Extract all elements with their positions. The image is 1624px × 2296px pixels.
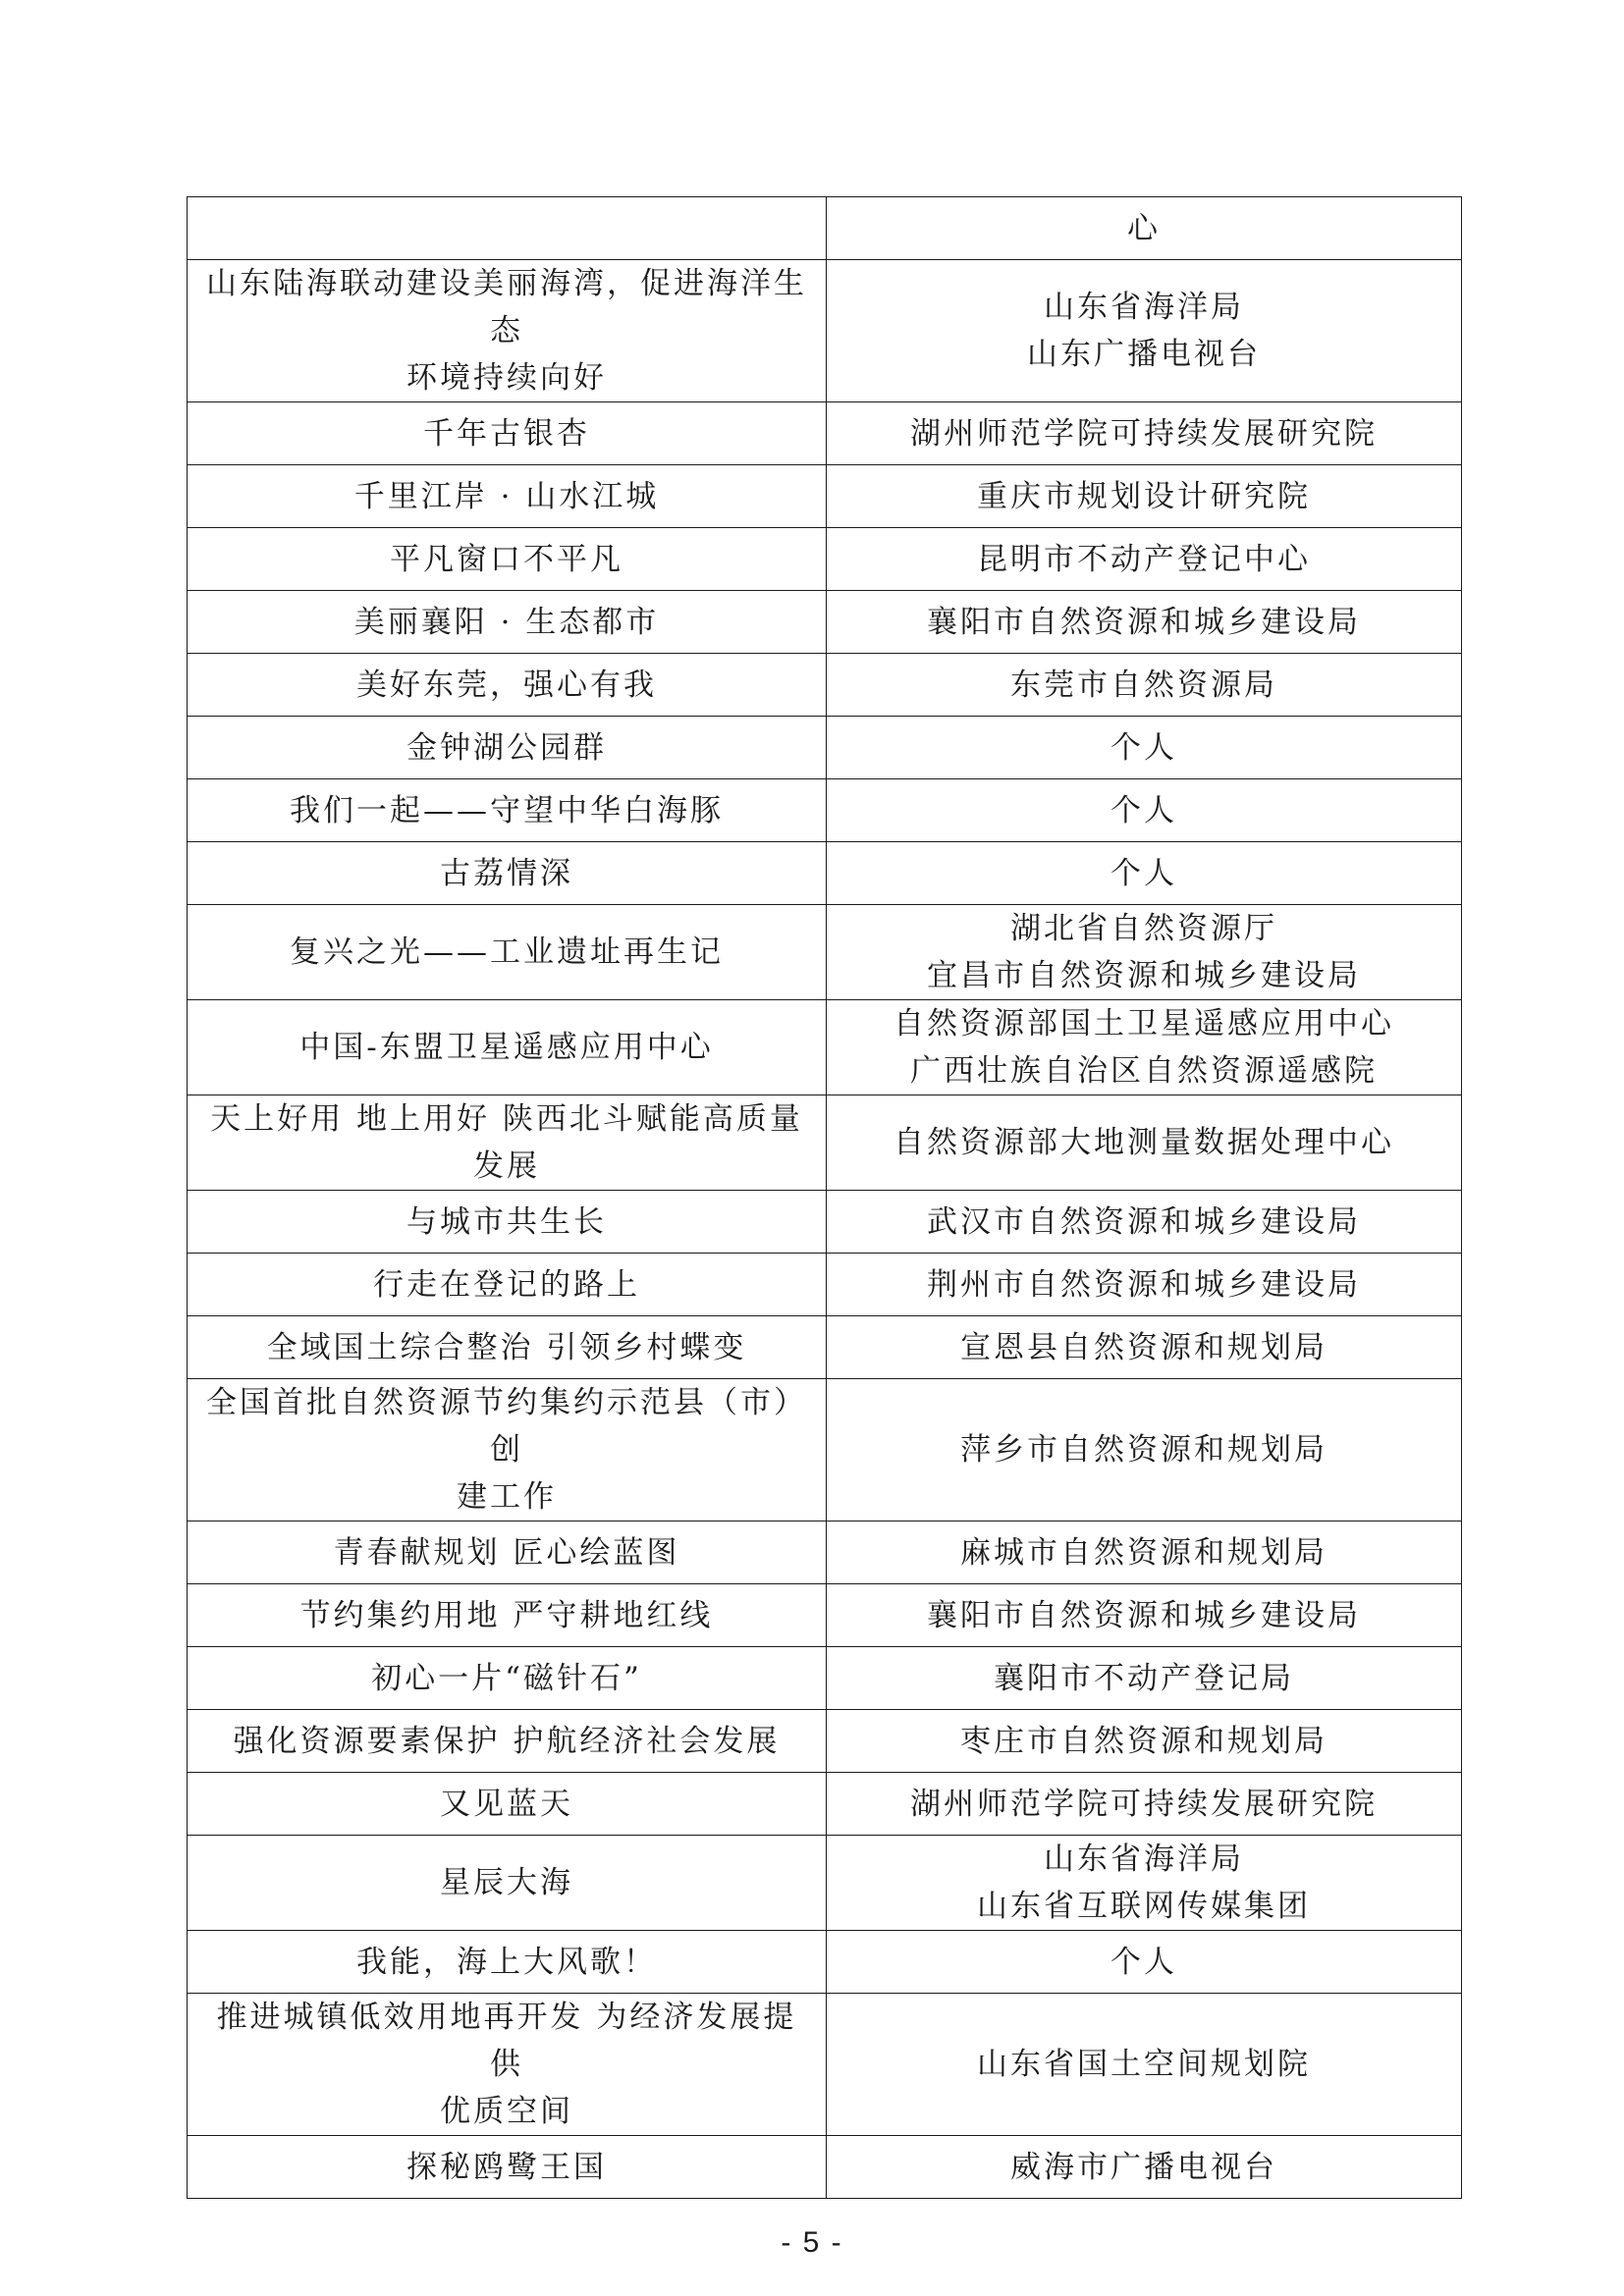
organization-cell: 重庆市规划设计研究院 bbox=[827, 465, 1462, 528]
table-row bbox=[188, 654, 1462, 717]
organization-cell: 自然资源部大地测量数据处理中心 bbox=[827, 1095, 1462, 1191]
work-title-cell: 推进城镇低效用地再开发 为经济发展提供 优质空间 bbox=[188, 1994, 827, 2136]
organization-cell: 武汉市自然资源和城乡建设局 bbox=[827, 1191, 1462, 1254]
work-title-cell: 中国-东盟卫星遥感应用中心 bbox=[188, 1000, 827, 1095]
work-title-cell: 探秘鸥鹭王国 bbox=[188, 2136, 827, 2199]
organization-cell: 麻城市自然资源和规划局 bbox=[827, 1522, 1462, 1584]
work-title-cell: 行走在登记的路上 bbox=[188, 1254, 827, 1316]
organization-cell: 襄阳市自然资源和城乡建设局 bbox=[827, 1584, 1462, 1647]
table-row bbox=[188, 1522, 1462, 1584]
table-row bbox=[188, 260, 1462, 402]
work-title-cell: 千年古银杏 bbox=[188, 402, 827, 465]
table-row bbox=[188, 528, 1462, 591]
work-title-cell: 我们一起——守望中华白海豚 bbox=[188, 779, 827, 842]
works-table bbox=[187, 196, 1462, 2199]
table-row bbox=[188, 402, 1462, 465]
organization-cell: 襄阳市不动产登记局 bbox=[827, 1647, 1462, 1710]
work-title-cell: 节约集约用地 严守耕地红线 bbox=[188, 1584, 827, 1647]
organization-cell: 个人 bbox=[827, 779, 1462, 842]
table-row bbox=[188, 1095, 1462, 1191]
table-row bbox=[188, 465, 1462, 528]
work-title-cell: 全域国土综合整治 引领乡村蝶变 bbox=[188, 1316, 827, 1379]
table-row bbox=[188, 1316, 1462, 1379]
work-title-cell: 美丽襄阳 · 生态都市 bbox=[188, 591, 827, 654]
work-title-cell: 我能，海上大风歌！ bbox=[188, 1931, 827, 1994]
organization-cell: 个人 bbox=[827, 717, 1462, 779]
work-title-cell: 星辰大海 bbox=[188, 1836, 827, 1931]
work-title-cell bbox=[188, 197, 827, 260]
organization-cell: 枣庄市自然资源和规划局 bbox=[827, 1710, 1462, 1773]
organization-cell: 心 bbox=[827, 197, 1462, 260]
organization-cell: 荆州市自然资源和城乡建设局 bbox=[827, 1254, 1462, 1316]
table-row bbox=[188, 1647, 1462, 1710]
organization-cell: 山东省国土空间规划院 bbox=[827, 1994, 1462, 2136]
table-row bbox=[188, 2136, 1462, 2199]
table-row bbox=[188, 1710, 1462, 1773]
organization-cell: 个人 bbox=[827, 1931, 1462, 1994]
table-row bbox=[188, 197, 1462, 260]
organization-cell: 昆明市不动产登记中心 bbox=[827, 528, 1462, 591]
organization-cell: 山东省海洋局 山东广播电视台 bbox=[827, 260, 1462, 402]
table-row bbox=[188, 1584, 1462, 1647]
table-row bbox=[188, 591, 1462, 654]
table-row bbox=[188, 717, 1462, 779]
work-title-cell: 美好东莞，强心有我 bbox=[188, 654, 827, 717]
organization-cell: 宣恩县自然资源和规划局 bbox=[827, 1316, 1462, 1379]
table-row bbox=[188, 1000, 1462, 1095]
organization-cell: 自然资源部国土卫星遥感应用中心 广西壮族自治区自然资源遥感院 bbox=[827, 1000, 1462, 1095]
work-title-cell: 青春献规划 匠心绘蓝图 bbox=[188, 1522, 827, 1584]
table-body bbox=[188, 197, 1462, 2199]
work-title-cell: 古荔情深 bbox=[188, 842, 827, 905]
table-row bbox=[188, 779, 1462, 842]
table-row bbox=[188, 1773, 1462, 1836]
work-title-cell: 全国首批自然资源节约集约示范县（市）创 建工作 bbox=[188, 1379, 827, 1522]
table-row bbox=[188, 1191, 1462, 1254]
table-row bbox=[188, 1254, 1462, 1316]
table-row bbox=[188, 1994, 1462, 2136]
work-title-cell: 山东陆海联动建设美丽海湾，促进海洋生态 环境持续向好 bbox=[188, 260, 827, 402]
work-title-cell: 平凡窗口不平凡 bbox=[188, 528, 827, 591]
table-row bbox=[188, 905, 1462, 1000]
organization-cell: 襄阳市自然资源和城乡建设局 bbox=[827, 591, 1462, 654]
organization-cell: 威海市广播电视台 bbox=[827, 2136, 1462, 2199]
work-title-cell: 强化资源要素保护 护航经济社会发展 bbox=[188, 1710, 827, 1773]
work-title-cell: 金钟湖公园群 bbox=[188, 717, 827, 779]
organization-cell: 湖州师范学院可持续发展研究院 bbox=[827, 402, 1462, 465]
page-number: - 5 - bbox=[781, 2226, 843, 2259]
table-row bbox=[188, 1836, 1462, 1931]
work-title-cell: 千里江岸 · 山水江城 bbox=[188, 465, 827, 528]
organization-cell: 个人 bbox=[827, 842, 1462, 905]
organization-cell: 东莞市自然资源局 bbox=[827, 654, 1462, 717]
table-row bbox=[188, 1379, 1462, 1522]
work-title-cell: 又见蓝天 bbox=[188, 1773, 827, 1836]
work-title-cell: 复兴之光——工业遗址再生记 bbox=[188, 905, 827, 1000]
organization-cell: 湖北省自然资源厅 宜昌市自然资源和城乡建设局 bbox=[827, 905, 1462, 1000]
table-row bbox=[188, 1931, 1462, 1994]
work-title-cell: 初心一片“磁针石” bbox=[188, 1647, 827, 1710]
organization-cell: 湖州师范学院可持续发展研究院 bbox=[827, 1773, 1462, 1836]
organization-cell: 萍乡市自然资源和规划局 bbox=[827, 1379, 1462, 1522]
organization-cell: 山东省海洋局 山东省互联网传媒集团 bbox=[827, 1836, 1462, 1931]
table-row bbox=[188, 842, 1462, 905]
work-title-cell: 天上好用 地上用好 陕西北斗赋能高质量 发展 bbox=[188, 1095, 827, 1191]
work-title-cell: 与城市共生长 bbox=[188, 1191, 827, 1254]
